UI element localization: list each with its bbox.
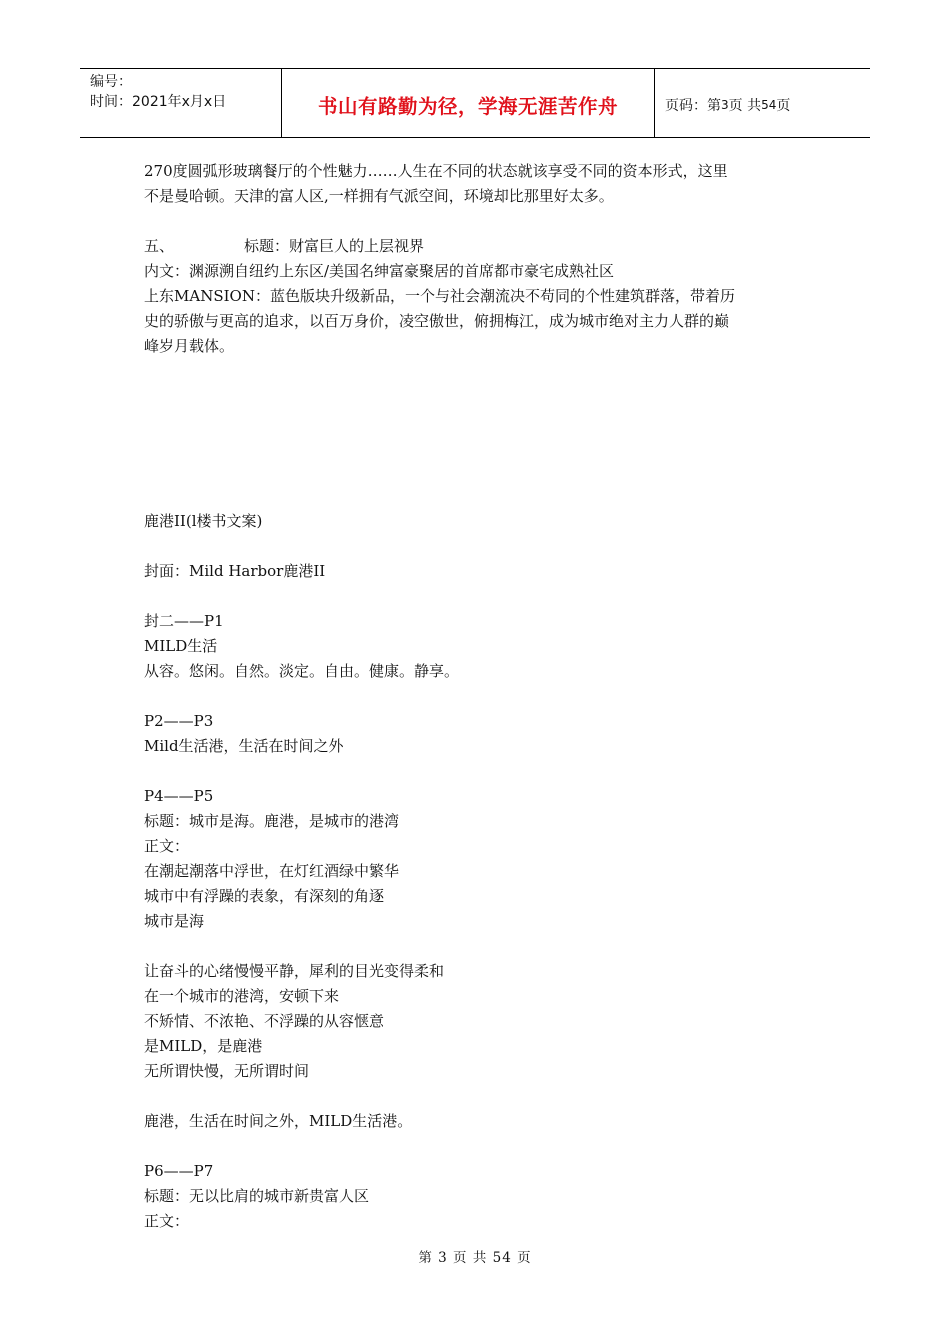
header-page-mid: 页 共 xyxy=(728,98,762,114)
header-page-total: 54 xyxy=(761,98,777,112)
intro-line: 270度圆弧形玻璃餐厅的个性魅力……人生在不同的状态就该享受不同的资本形式，这里 xyxy=(144,162,728,180)
p4-heading: P4——P5 xyxy=(144,787,214,805)
p4-body-label: 正文： xyxy=(144,837,190,855)
p2-line: Mild生活港，生活在时间之外 xyxy=(144,737,344,755)
p4-line: 在一个城市的港湾，安顿下来 xyxy=(144,987,340,1005)
header-page-end: 页 xyxy=(776,98,791,114)
p4-line: 不矫情、不浓艳、不浮躁的从容惬意 xyxy=(144,1012,385,1030)
intro-line: 不是曼哈顿。天津的富人区,一样拥有气派空间，环境却比那里好太多。 xyxy=(144,187,614,205)
cover-line: 封面：Mild Harbor鹿港II xyxy=(144,562,326,580)
p4-line: 是MILD，是鹿港 xyxy=(144,1037,263,1055)
section-5-body: 内文：渊源溯自纽约上东区/美国名绅富豪聚居的首席都市豪宅成熟社区 xyxy=(144,262,615,280)
header-meta xyxy=(80,69,282,137)
page-footer: 第 3 页 共 54 页 xyxy=(418,1250,532,1266)
p4-line: 鹿港，生活在时间之外，MILD生活港。 xyxy=(144,1112,413,1130)
p4-title: 标题：城市是海。鹿港，是城市的港湾 xyxy=(144,812,400,830)
document-body xyxy=(144,159,809,1234)
p6-body-label: 正文： xyxy=(144,1212,190,1230)
header-time-label: 时间：2021年x月x日 xyxy=(90,94,227,110)
doc-title: 鹿港II(l楼书文案) xyxy=(144,512,263,530)
header-page-number: 3 xyxy=(721,98,729,112)
p1-heading: 封二——P1 xyxy=(144,612,224,630)
section-5-body: 上东MANSION：蓝色版块升级新品，一个与社会潮流决不苟同的个性建筑群落，带着历 xyxy=(144,287,735,305)
section-5-heading xyxy=(144,234,809,259)
section-number: 五、 xyxy=(144,237,175,255)
p1-line: 从容。悠闲。自然。淡定。自由。健康。静享。 xyxy=(144,662,460,680)
page-header xyxy=(80,68,870,138)
p1-line: MILD生活 xyxy=(144,637,218,655)
p4-line: 无所谓快慢，无所谓时间 xyxy=(144,1062,310,1080)
section-5-body: 史的骄傲与更高的追求，以百万身价，凌空傲世，俯拥梅江，成为城市绝对主力人群的巅 xyxy=(144,312,730,330)
p4-line: 城市是海 xyxy=(144,912,205,930)
header-page-info xyxy=(655,69,870,137)
header-page-label: 页码：第 xyxy=(665,98,721,114)
section-title: 标题：财富巨人的上层视界 xyxy=(244,237,425,255)
section-5-body: 峰岁月载体。 xyxy=(144,337,235,355)
p4-line: 城市中有浮躁的表象，有深刻的角逐 xyxy=(144,887,385,905)
p6-title: 标题：无以比肩的城市新贵富人区 xyxy=(144,1187,370,1205)
p6-heading: P6——P7 xyxy=(144,1162,214,1180)
p4-line: 让奋斗的心绪慢慢平静，犀利的目光变得柔和 xyxy=(144,962,445,980)
header-motto: 书山有路勤为径，学海无涯苦作舟 xyxy=(282,69,655,137)
header-number-label: 编号： xyxy=(90,74,132,90)
p2-heading: P2——P3 xyxy=(144,712,214,730)
p4-line: 在潮起潮落中浮世，在灯红酒绿中繁华 xyxy=(144,862,400,880)
